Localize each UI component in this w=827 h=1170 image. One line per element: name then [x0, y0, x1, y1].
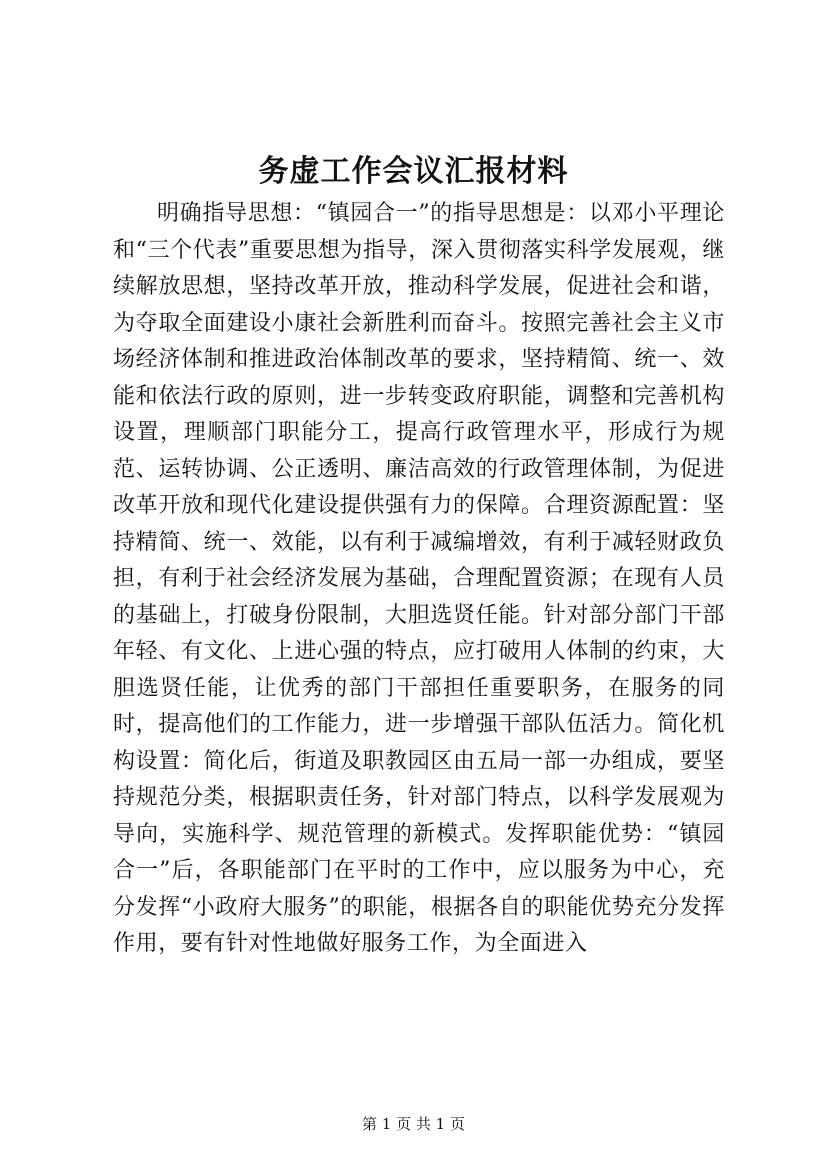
body-paragraph: 明确指导思想：“镇园合一”的指导思想是：以邓小平理论和“三个代表”重要思想为指导，深入贯彻落实科学发展观，继续解放思想，坚持改革开放，推动科学发展，促进社会和谐，为夺取全面建设小康社会新胜利而奋斗。按照完善社会主义市场经济体制和推进政治体制改革的要求，坚持精简、统一、效能和依法行政的原则，进一步转变政府职能，调整和完善机构设置，理顺部门职能分工，提高行政管理水平，形成行为规范、运转协调、公正透明、廉洁高效的行政管理体制，为促进改革开放和现代化建设提供强有力的保障。合理资源配置：坚持精简、统一、效能，以有利于减编增效，有利于减轻财政负担，有利于社会经济发展为基础，合理配置资源；在现有人员的基础上，打破身份限制，大胆选贤任能。针对部分部门干部年轻、有文化、上进心强的特点，应打破用人体制的约束，大胆选贤任能，让优秀的部门干部担任重要职务，在服务的同时，提高他们的工作能力，进一步增强干部队伍活力。简化机构设置：简化后，街道及职教园区由五局一部一办组成，要坚持规范分类，根据职责任务，针对部门特点，以科学发展观为导向，实施科学、规范管理的新模式。发挥职能优势：“镇园合一”后，各职能部门在平时的工作中，应以服务为中心，充分发挥“小政府大服务”的职能，根据各自的职能优势充分发挥作用，要有针对性地做好服务工作，为全面进入 [113, 201, 725, 956]
page-title: 务虚工作会议汇报材料 [258, 154, 569, 189]
page-number-footer: 第 1 页 共 1 页 [362, 1115, 465, 1133]
